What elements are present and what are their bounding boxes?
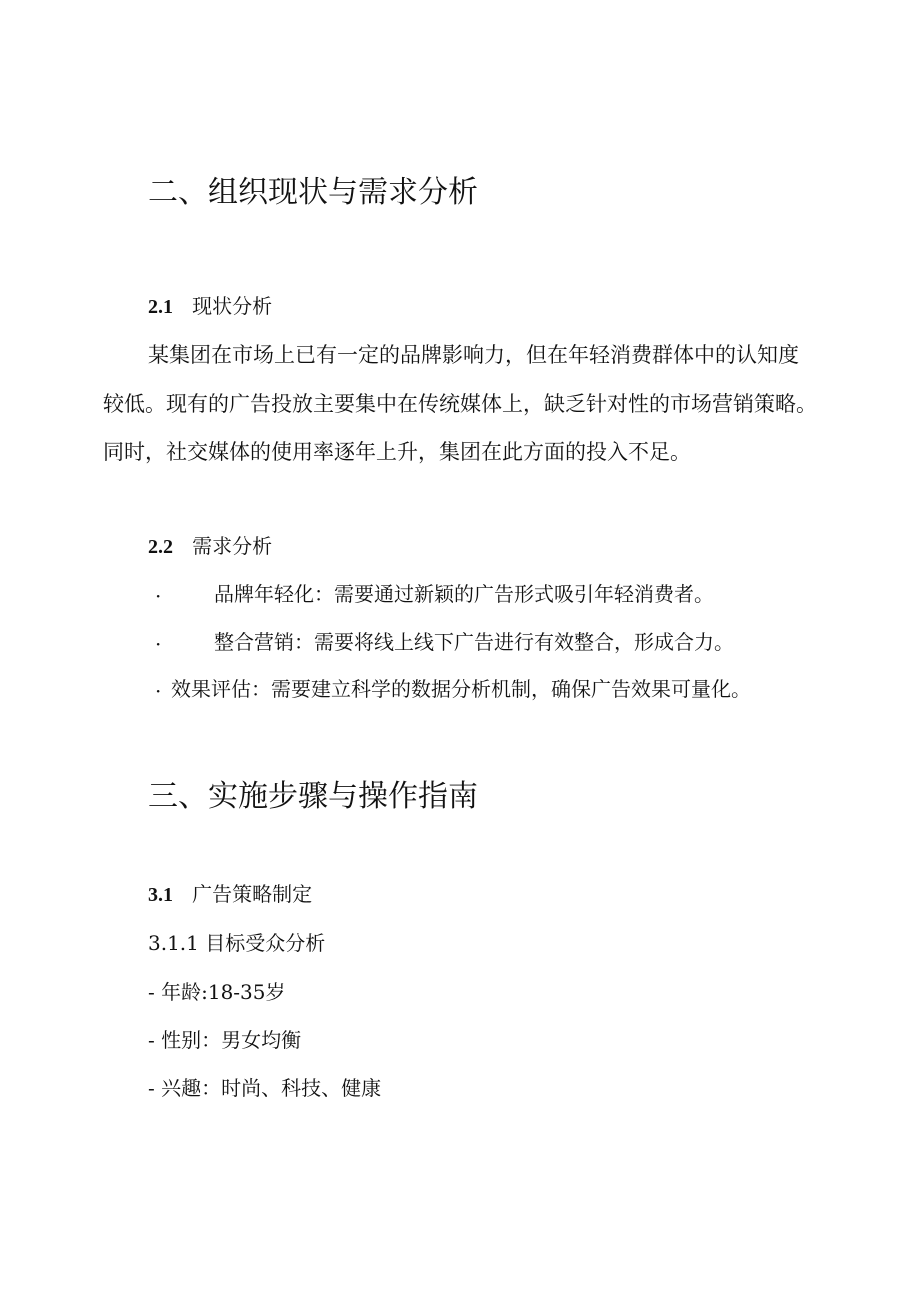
subsection-number: 3.1 [148, 884, 173, 906]
bullet-text: 效果评估：需要建立科学的数据分析机制，确保广告效果可量化。 [171, 677, 751, 701]
subsection-number: 2.1 [148, 296, 173, 318]
paragraph-line: 较低。现有的广告投放主要集中在传统媒体上，缺乏针对性的市场营销策略。 [103, 392, 817, 416]
list-item: - 兴趣：时尚、科技、健康 [148, 1076, 382, 1100]
list-item: - 年龄:18-35岁 [148, 980, 286, 1004]
section-3-heading: 三、实施步骤与操作指南 [148, 779, 478, 814]
subsection-title: 现状分析 [192, 294, 273, 318]
bullet-marker: · [155, 679, 162, 703]
subsection-3-1-heading [148, 879, 312, 910]
subsubsection-3-1-1-heading: 3.1.1 目标受众分析 [148, 931, 326, 955]
list-item: - 性别：男女均衡 [148, 1028, 302, 1052]
bullet-text: 整合营销：需要将线上线下广告进行有效整合，形成合力。 [214, 630, 734, 654]
subsection-number: 2.2 [148, 536, 173, 558]
bullet-marker: · [155, 632, 162, 656]
subsection-2-1-heading [148, 291, 272, 322]
bullet-text: 品牌年轻化：需要通过新颖的广告形式吸引年轻消费者。 [214, 582, 714, 606]
subsection-2-2-heading [148, 531, 272, 562]
paragraph-line: 某集团在市场上已有一定的品牌影响力，但在年轻消费群体中的认知度 [148, 343, 799, 367]
subsection-title: 需求分析 [192, 534, 273, 558]
bullet-marker: · [155, 584, 162, 608]
subsection-title: 广告策略制定 [192, 882, 313, 906]
paragraph-line: 同时，社交媒体的使用率逐年上升，集团在此方面的投入不足。 [103, 440, 691, 464]
section-2-heading: 二、组织现状与需求分析 [148, 175, 478, 210]
